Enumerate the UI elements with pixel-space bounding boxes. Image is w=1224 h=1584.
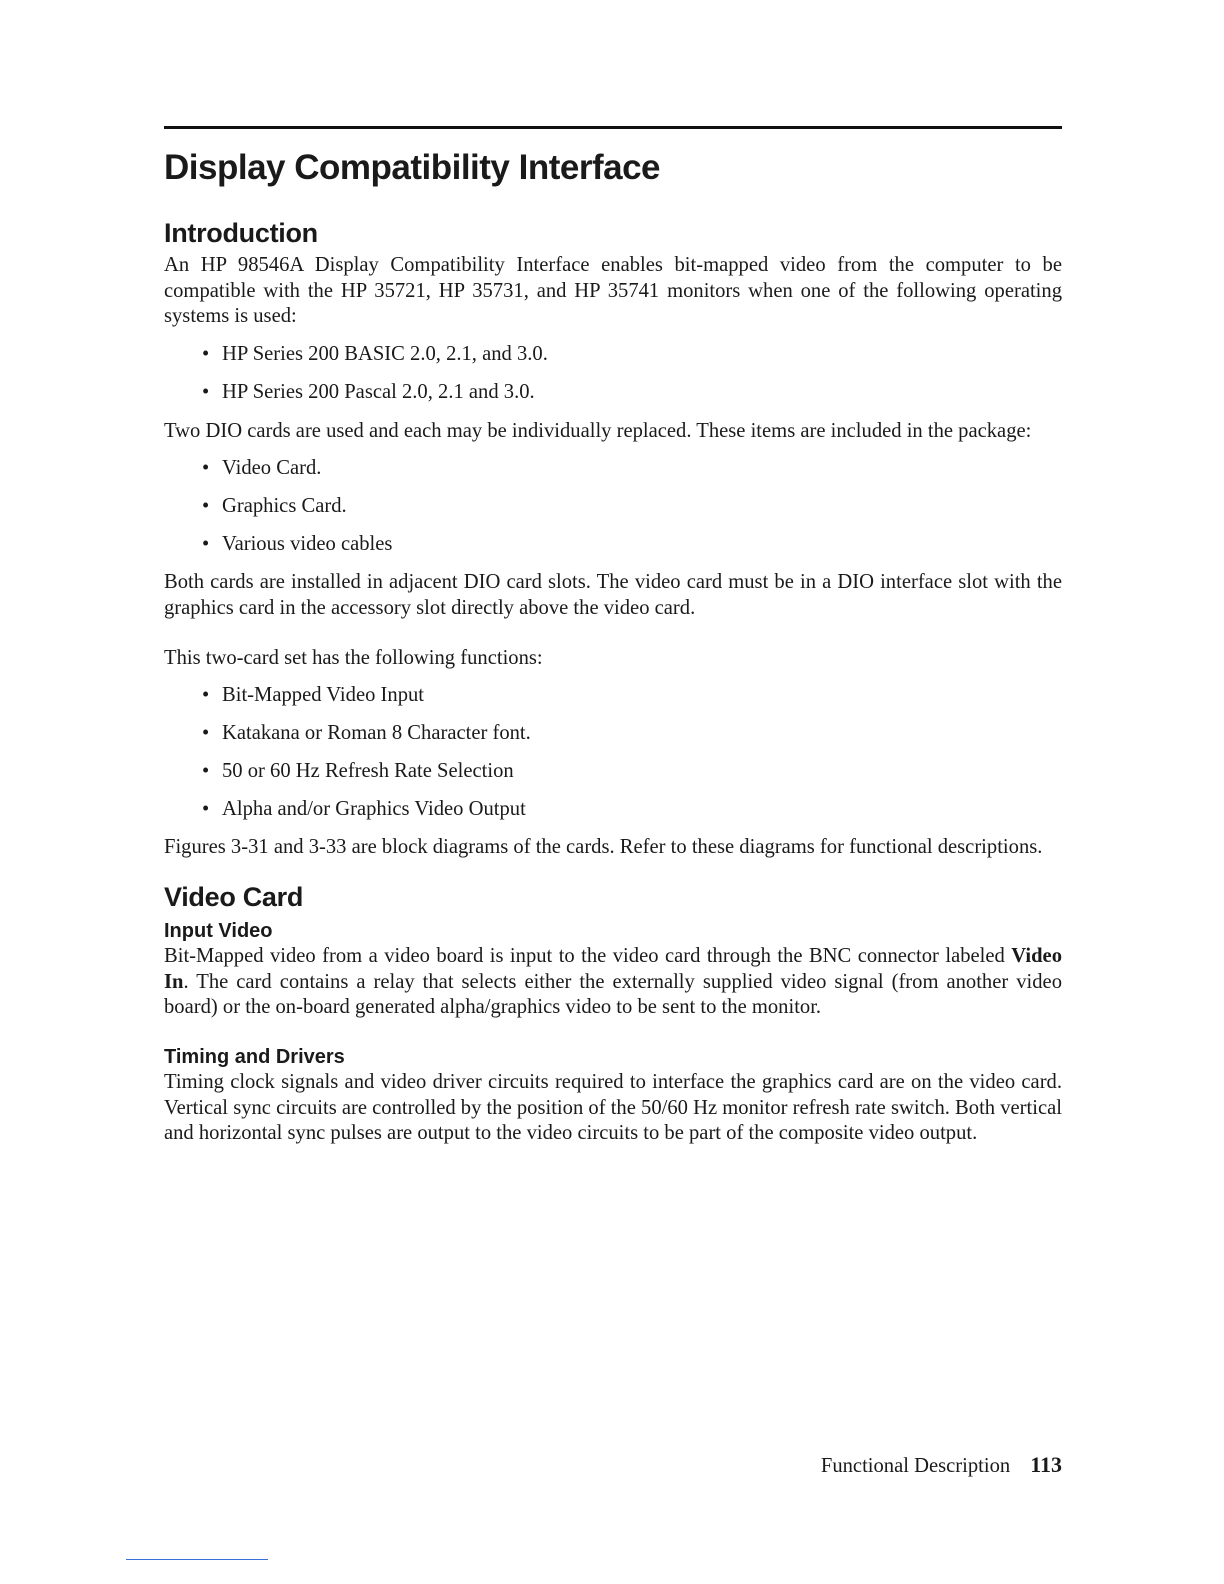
list-item: • Alpha and/or Graphics Video Output xyxy=(164,797,1062,823)
function-list xyxy=(164,683,1062,822)
intro-paragraph-4: This two-card set has the following functions: xyxy=(164,646,543,669)
bullet-icon: • xyxy=(202,759,210,782)
os-list xyxy=(164,342,1062,405)
bullet-icon: • xyxy=(202,343,210,366)
list-item: • Graphics Card. xyxy=(164,494,1062,520)
timing-drivers-paragraph: Timing clock signals and video driver circuits required to interface the graphics card are on the video card. Vertical sync circuits are controlled by the position of the 50/60 Hz monitor refresh rate switch. Both vertical and horizontal sync pulses are output to the video circuits to be part of the composite video output. xyxy=(164,1071,1062,1145)
top-rule xyxy=(164,126,1062,129)
bullet-icon: • xyxy=(202,494,210,517)
page-footer xyxy=(821,1452,1062,1478)
list-item: • Video Card. xyxy=(164,456,1062,482)
timing-drivers-heading: Timing and Drivers xyxy=(164,1046,345,1069)
list-item: • HP Series 200 BASIC 2.0, 2.1, and 3.0. xyxy=(164,342,1062,368)
introduction-heading: Introduction xyxy=(164,218,318,248)
list-item: • HP Series 200 Pascal 2.0, 2.1 and 3.0. xyxy=(164,380,1062,406)
intro-paragraph-5: Figures 3-31 and 3-33 are block diagrams of the cards. Refer to these diagrams for functional descriptions. xyxy=(164,836,1043,859)
bullet-icon: • xyxy=(202,722,210,745)
intro-paragraph-2: Two DIO cards are used and each may be individually replaced. These items are included in the package: xyxy=(164,419,1032,442)
input-video-paragraph: Bit-Mapped video from a video board is input to the video card through the BNC connector labeled Video In. The card contains a relay that selects either the externally supplied video signal (from another video board) or the on-board generated alpha/graphics video to be sent to the monitor. xyxy=(164,944,1062,1019)
list-item: • 50 or 60 Hz Refresh Rate Selection xyxy=(164,759,1062,785)
intro-paragraph-1: An HP 98546A Display Compatibility Interface enables bit-mapped video from the computer to be compatible with the HP 35721, HP 35731, and HP 35741 monitors when one of the following operating systems is used: xyxy=(164,254,1062,328)
package-list xyxy=(164,456,1062,557)
intro-paragraph-3: Both cards are installed in adjacent DIO card slots. The video card must be in a DIO interface slot with the graphics card in the accessory slot directly above the video card. xyxy=(164,571,1062,620)
list-item: • Bit-Mapped Video Input xyxy=(164,683,1062,709)
footer-section-name: Functional Description xyxy=(820,1455,1011,1477)
list-item: • Various video cables xyxy=(164,532,1062,558)
page-number: 113 xyxy=(1030,1452,1062,1477)
bullet-icon: • xyxy=(202,797,210,820)
bullet-icon: • xyxy=(202,532,210,555)
input-video-heading: Input Video xyxy=(164,919,273,942)
video-card-heading: Video Card xyxy=(164,881,304,912)
bullet-icon: • xyxy=(202,684,210,707)
bottom-rule xyxy=(126,1559,268,1560)
video-in-term: Video In xyxy=(164,944,1062,993)
bullet-icon: • xyxy=(202,457,210,480)
page-content xyxy=(164,126,1062,1147)
page-title: Display Compatibility Interface xyxy=(164,148,661,187)
bullet-icon: • xyxy=(202,380,210,403)
list-item: • Katakana or Roman 8 Character font. xyxy=(164,721,1062,747)
